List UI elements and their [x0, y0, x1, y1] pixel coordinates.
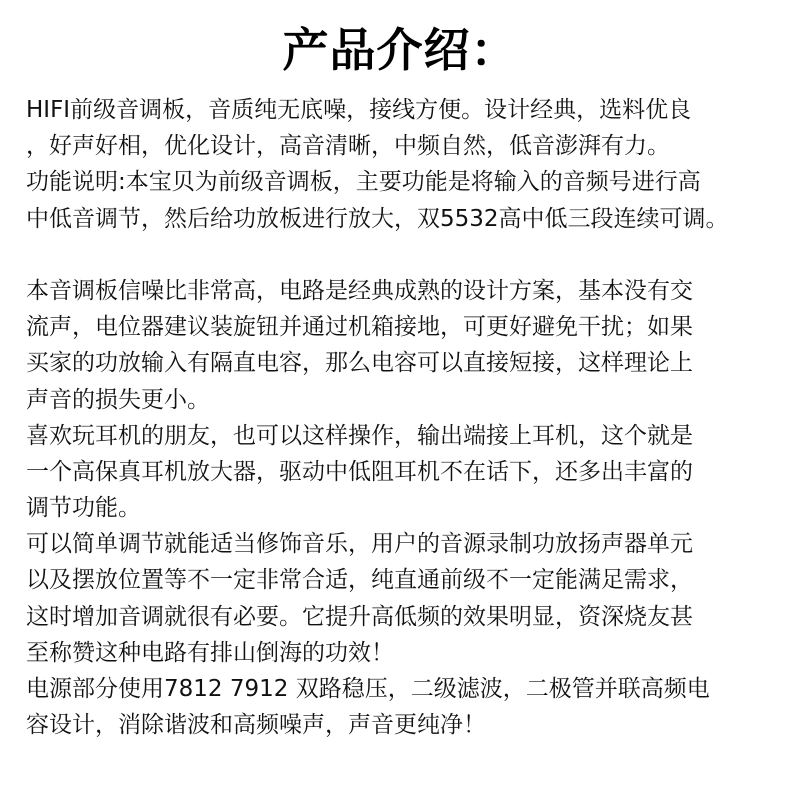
text-line: 这时增加音调就很有必要。它提升高低频的效果明显，资深烧友甚	[26, 603, 693, 630]
text-line: 可以简单调节就能适当修饰音乐，用户的音源录制功放扬声器单元	[26, 531, 693, 558]
paragraph-function	[26, 164, 786, 236]
paragraph-features	[26, 92, 786, 164]
text-line: 买家的功放输入有隔直电容，那么电容可以直接短接，这样理论上	[26, 350, 693, 377]
text-line: 至称赞这种电路有排山倒海的功效！	[26, 639, 394, 666]
paragraph-snr	[26, 273, 786, 418]
text-line: 功能说明:本宝贝为前级音调板，主要功能是将输入的音频号进行高	[26, 169, 701, 196]
page-title: 产品介绍：	[282, 23, 518, 77]
text-line: 中低音调节，然后给功放板进行放大，双5532高中低三段连续可调。	[26, 205, 729, 232]
paragraph-tone-adjust	[26, 526, 786, 671]
text-line: 本音调板信噪比非常高，电路是经典成熟的设计方案，基本没有交	[26, 277, 693, 304]
paragraph-headphone	[26, 418, 786, 527]
text-line: 喜欢玩耳机的朋友，也可以这样操作，输出端接上耳机，这个就是	[26, 422, 693, 449]
paragraph-power	[26, 671, 786, 743]
text-line: 容设计，消除谐波和高频噪声，声音更纯净！	[26, 712, 486, 739]
text-line: 声音的损失更小。	[26, 386, 210, 413]
text-line: 流声，电位器建议装旋钮并通过机箱接地，可更好避免干扰；如果	[26, 314, 693, 341]
text-line: ，好声好相，优化设计，高音清晰，中频自然，低音澎湃有力。	[26, 133, 670, 160]
description-body	[26, 92, 786, 743]
text-line: 一个高保真耳机放大器，驱动中低阻耳机不在话下，还多出丰富的	[26, 458, 693, 485]
text-line: 电源部分使用7812 7912 双路稳压，二级滤波，二极管并联高频电	[26, 676, 710, 702]
text-line: HIFI前级音调板，音质纯无底噪，接线方便。设计经典，选料优良	[26, 97, 692, 123]
text-line: 调节功能。	[26, 495, 141, 522]
text-line: 以及摆放位置等不一定非常合适，纯直通前级不一定能满足需求，	[26, 567, 693, 594]
paragraph-spacer	[26, 237, 786, 273]
